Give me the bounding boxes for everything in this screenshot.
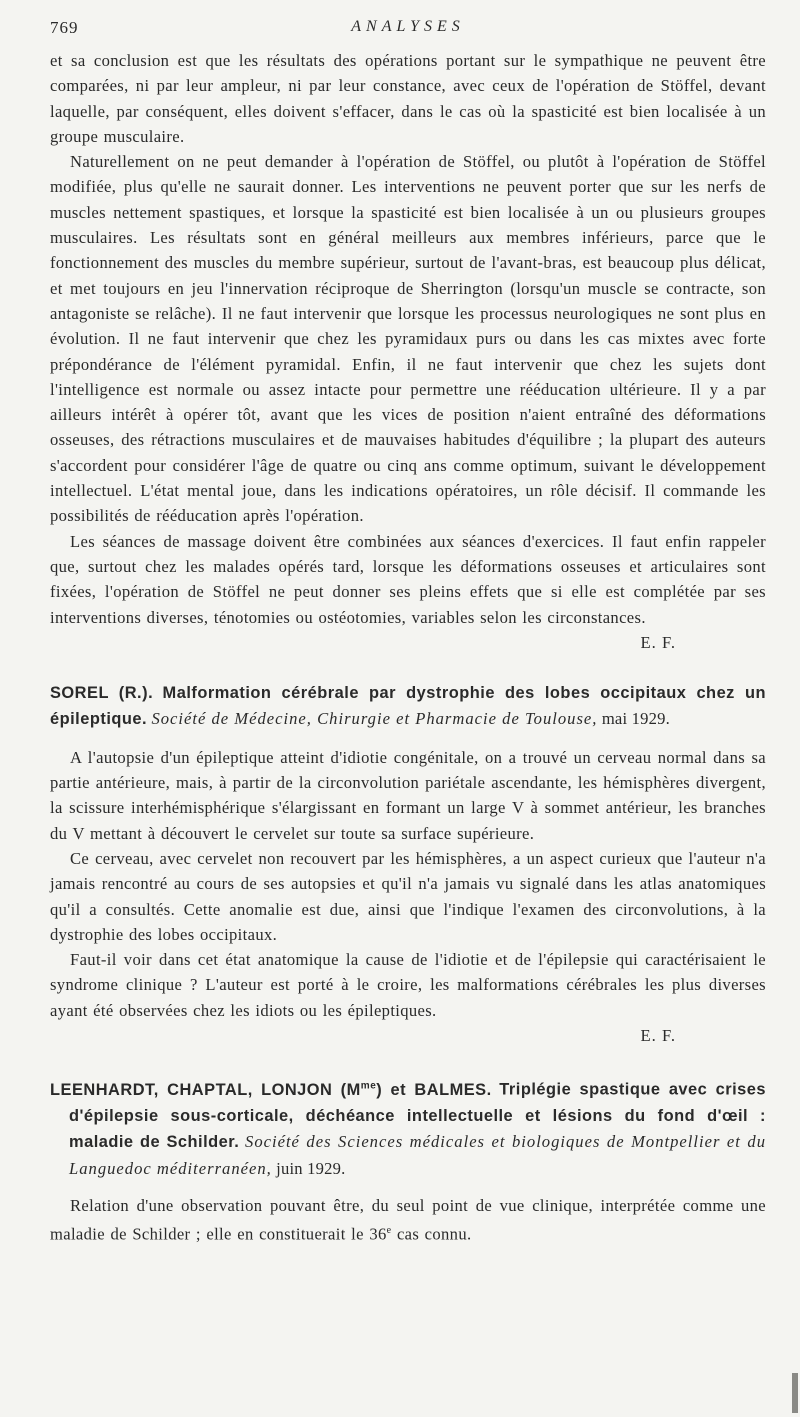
entry-source: Société des Sciences médicales et biologiques de Montpellier et du Languedoc méditerranéen, xyxy=(69,1132,766,1178)
body-paragraph: Naturellement on ne peut demander à l'opération de Stöffel, ou plutôt à l'opération de Stöffel modifiée, plus qu'elle ne saurait donner. Les interventions ne peuvent porter que sur les nerfs de muscles nettement spastiques, et lorsque la spasticité est bien localisée à un ou plusieurs groupes musculaires. Les résultats sont en général meilleurs aux membres inférieurs, parce que le fonctionnement des muscles du membre supérieur, surtout de l'avant-bras, est beaucoup plus délicat, et met toujours en jeu l'innervation réciproque de Sherrington (lorsqu'un muscle se contracte, son antagoniste se relâche). Il ne faut intervenir que lorsque les processus neurologiques ne sont plus en évolution. Il ne faut intervenir que chez les pyramidaux purs ou dans les cas mixtes avec forte prépondérance de l'élément pyramidal. Enfin, il ne faut intervenir que chez les sujets dont l'intelligence est normale ou assez intacte pour permettre une rééducation ultérieure. Il y a par ailleurs intérêt à opérer tôt, avant que les vices de position n'aient entraîné des déformations osseuses, des rétractions musculaires et de mauvaises habitudes d'équilibre ; la plupart des auteurs s'accordent pour considérer l'âge de quatre ou cinq ans comme optimum, suivant le développement intellectuel. L'état mental joue, dans les indications opératoires, un rôle décisif. Il commande les possibilités de rééducation après l'opération. xyxy=(50,152,766,526)
review-entry-sorel xyxy=(50,680,766,1048)
reviewer-signature: E. F. xyxy=(640,1025,676,1045)
entry-authors: SOREL (R.). xyxy=(50,684,154,703)
paragraph-text: Relation d'une observation pouvant être, du seul point de vue clinique, interprétée comme une maladie de Schilder ; elle en constituerait le 36 xyxy=(50,1195,766,1244)
reviewer-signature: E. F. xyxy=(640,632,676,652)
entry-authors-part: LEENHARDT, CHAPTAL, LONJON (M xyxy=(50,1080,361,1099)
body-paragraph: A l'autopsie d'un épileptique atteint d'idiotie congénitale, on a trouvé un cerveau normal dans sa partie antérieure, mais, à partir de la circonvolution pariétale ascendante, les hémisphères divergent, la scissure interhémisphérique s'élargissant en formant un large V à sommet antérieur, les branches du V mettant à découvert le cervelet sur toute sa surface supérieure. xyxy=(50,747,766,843)
page-number: 769 xyxy=(50,18,79,37)
entry-authors-part: ) et BALMES. xyxy=(376,1080,492,1099)
body-paragraph: Ce cerveau, avec cervelet non recouvert par les hémisphères, a un aspect curieux que l'auteur n'a jamais rencontré au cours de ses autopsies et qu'il n'a jamais vu signalé dans les atlas anatomiques qu'il a consultés. Cette anomalie est due, ainsi que l'indique l'examen des circonvolutions, à la dystrophie des lobes occipitaux. xyxy=(50,848,766,944)
body-paragraph xyxy=(50,1193,766,1247)
entry-title: Malformation cérébrale par dystrophie des lobes occipitaux chez un épileptique. xyxy=(50,684,766,729)
body-paragraph: Faut-il voir dans cet état anatomique la cause de l'idiotie et de l'épilepsie qui caractérisaient le syndrome clinique ? L'auteur est porté à le croire, les malformations cérébrales les plus diverses ayant été observées chez les idiots ou les épileptiques. xyxy=(50,950,766,1020)
entry-date: juin 1929. xyxy=(276,1158,346,1178)
entry-source: Société de Médecine, Chirurgie et Pharmacie de Toulouse, xyxy=(151,709,598,729)
page-header xyxy=(50,14,766,48)
page-edge-mark xyxy=(792,1373,798,1413)
previous-review-continuation xyxy=(50,48,766,655)
entry-date: mai 1929. xyxy=(601,709,670,729)
entry-authors-superscript: me xyxy=(360,1080,377,1092)
ordinal-superscript: e xyxy=(386,1225,392,1237)
entry-authors xyxy=(50,1081,492,1099)
running-head: ANALYSES xyxy=(351,18,465,35)
entry-heading xyxy=(50,1073,766,1181)
paragraph-text: cas connu. xyxy=(396,1224,472,1244)
entry-heading xyxy=(50,680,766,733)
entry-title: Triplégie spastique avec crises d'épilepsie sous-corticale, déchéance intellectuelle et lésions du fond d'œil : maladie de Schilder. xyxy=(69,1080,766,1152)
body-paragraph: et sa conclusion est que les résultats des opérations portant sur le sympathique ne peuvent être comparées, ni par leur ampleur, ni par leur constance, avec ceux de l'opération de Stöffel, devant laquelle, par conséquent, elles doivent s'effacer, dans le cas où la spasticité est bien localisée à un groupe musculaire. xyxy=(50,51,766,146)
review-entry-leenhardt xyxy=(50,1073,766,1247)
body-paragraph: Les séances de massage doivent être combinées aux séances d'exercices. Il faut enfin rappeler que, surtout chez les malades opérés tard, lorsque les déformations osseuses et articulaires sont fixées, l'opération de Stöffel ne peut donner ses pleins effets que si elle est complétée par ses interventions diverses, ténotomies ou ostéotomies, variables selon les circonstances. xyxy=(50,531,766,627)
